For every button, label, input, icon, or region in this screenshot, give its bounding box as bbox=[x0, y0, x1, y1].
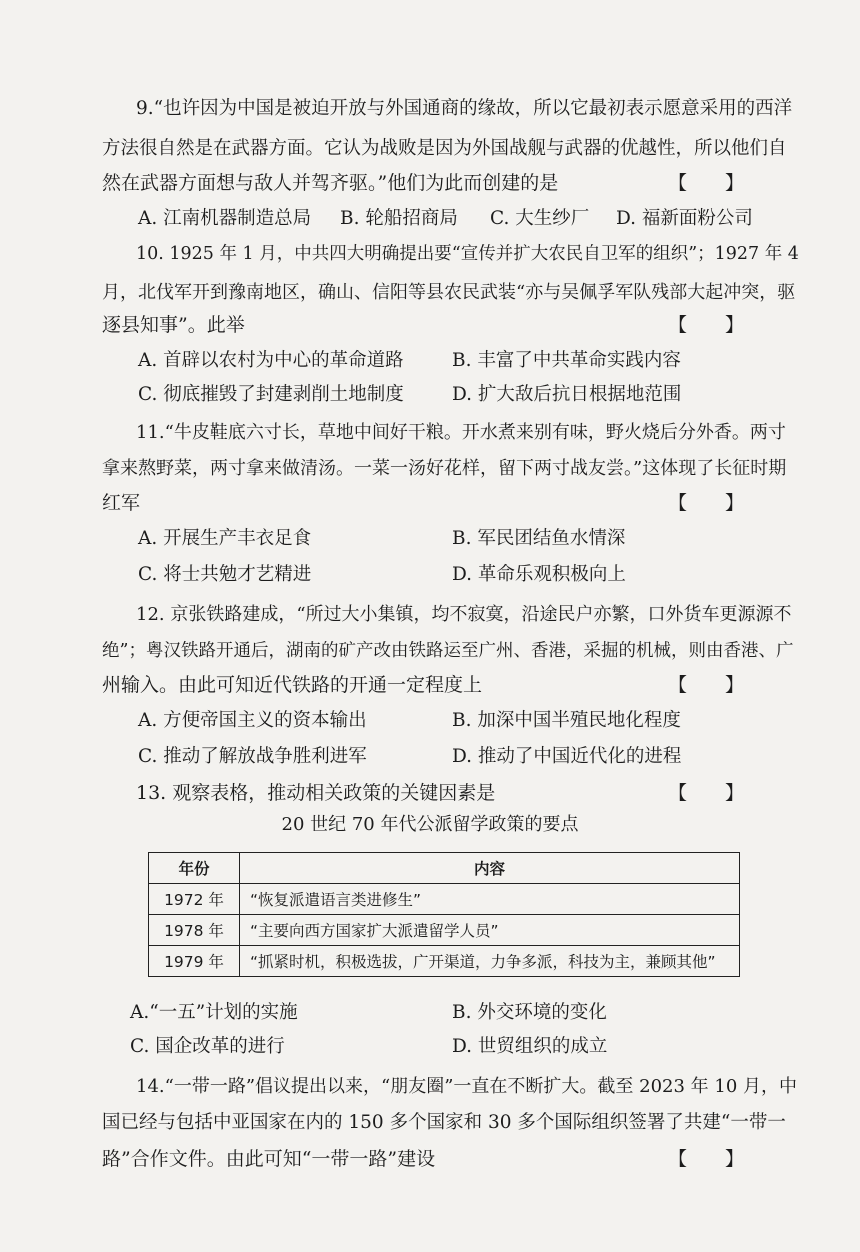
q10-line-3: 逐县知事”。此举 bbox=[102, 314, 245, 336]
q11-option-a[interactable]: A. 开展生产丰衣足食 bbox=[138, 528, 312, 549]
bleed-through-text bbox=[100, 196, 115, 217]
header-content: 内容 bbox=[240, 853, 740, 884]
table-cell-year: 1972 年 bbox=[149, 884, 240, 915]
table-row bbox=[149, 915, 740, 946]
table-caption: 20 世纪 70 年代公派留学政策的要点 bbox=[281, 814, 579, 835]
q10-option-a[interactable]: A. 首辟以农村为中心的革命道路 bbox=[138, 350, 404, 371]
q11-answer-bracket[interactable]: 【 】 bbox=[668, 492, 745, 514]
q12-line-2: 绝”；粤汉铁路开通后，湖南的矿产改由铁路运至广州、香港，采掘的机械，则由香港、广 bbox=[102, 641, 794, 661]
q9-option-b[interactable]: B. 轮船招商局 bbox=[340, 208, 458, 229]
q14-line-3: 路”合作文件。由此可知“一带一路”建设 bbox=[102, 1148, 436, 1170]
q11-option-b[interactable]: B. 军民团结鱼水情深 bbox=[452, 528, 626, 549]
q10-line-1: 10. 1925 年 1 月，中共四大明确提出要“宣传并扩大农民自卫军的组织”；1927 年 4 bbox=[136, 244, 799, 264]
q11-option-c[interactable]: C. 将士共勉才艺精进 bbox=[138, 564, 312, 585]
q10-option-c[interactable]: C. 彻底摧毁了封建剥削土地制度 bbox=[138, 384, 404, 405]
q13-option-d[interactable]: D. 世贸组织的成立 bbox=[452, 1036, 608, 1057]
q13-answer-bracket[interactable]: 【 】 bbox=[668, 782, 745, 804]
q14-answer-bracket[interactable]: 【 】 bbox=[668, 1148, 745, 1170]
q12-option-a[interactable]: A. 方便帝国主义的资本输出 bbox=[138, 710, 367, 731]
table-row bbox=[149, 946, 740, 977]
q9-option-a[interactable]: A. 江南机器制造总局 bbox=[138, 208, 312, 229]
table-cell-content: “恢复派遣语言类进修生” bbox=[240, 884, 740, 915]
q9-answer-bracket[interactable]: 【 】 bbox=[668, 172, 745, 194]
q10-option-d[interactable]: D. 扩大敌后抗日根据地范围 bbox=[452, 384, 682, 405]
header-year: 年份 bbox=[149, 853, 240, 884]
q10-answer-bracket[interactable]: 【 】 bbox=[668, 314, 745, 336]
table-cell-year: 1979 年 bbox=[149, 946, 240, 977]
q13-option-a[interactable]: A.“一五”计划的实施 bbox=[130, 1002, 298, 1023]
q11-line-1: 11.“牛皮鞋底六寸长，草地中间好干粮。开水煮来别有味，野火烧后分外香。两寸 bbox=[136, 422, 786, 443]
q9-line-3: 然在武器方面想与敌人并驾齐驱。”他们为此而创建的是 bbox=[102, 172, 559, 194]
q12-option-b[interactable]: B. 加深中国半殖民地化程度 bbox=[452, 710, 681, 731]
table-cell-content: “抓紧时机，积极选拔，广开渠道，力争多派，科技为主，兼顾其他” bbox=[240, 946, 740, 977]
q13-option-c[interactable]: C. 国企改革的进行 bbox=[130, 1036, 285, 1057]
q11-option-d[interactable]: D. 革命乐观积极向上 bbox=[452, 564, 626, 585]
q12-line-1: 12. 京张铁路建成，“所过大小集镇，均不寂寞，沿途民户亦繁，口外货车更源源不 bbox=[136, 604, 792, 625]
table-cell-content: “主要向西方国家扩大派遣留学人员” bbox=[240, 915, 740, 946]
q10-line-2: 月，北伐军开到豫南地区，确山、信阳等县农民武装“亦与吴佩孚军队残部大起冲突，驱 bbox=[102, 282, 796, 303]
q9-option-c[interactable]: C. 大生纱厂 bbox=[490, 208, 590, 229]
q12-option-c[interactable]: C. 推动了解放战争胜利进军 bbox=[138, 746, 367, 767]
q9-line-2: 方法很自然是在武器方面。它认为战败是因为外国战舰与武器的优越性，所以他们自 bbox=[102, 138, 787, 159]
table-row bbox=[149, 884, 740, 915]
table-cell-year: 1978 年 bbox=[149, 915, 240, 946]
q13-option-b[interactable]: B. 外交环境的变化 bbox=[452, 1002, 607, 1023]
q9-line-1: 9.“也许因为中国是被迫开放与外国通商的缘故，所以它最初表示愿意采用的西洋 bbox=[136, 98, 793, 119]
q12-line-3: 州输入。由此可知近代铁路的开通一定程度上 bbox=[102, 674, 483, 696]
q13-line-1: 13. 观察表格，推动相关政策的关键因素是 bbox=[136, 782, 496, 804]
q14-line-1: 14.“一带一路”倡议提出以来，“朋友圈”一直在不断扩大。截至 2023 年 10 月，中 bbox=[136, 1076, 798, 1097]
policy-table bbox=[148, 852, 740, 977]
q12-answer-bracket[interactable]: 【 】 bbox=[668, 674, 745, 696]
q11-line-2: 拿来熬野菜，两寸拿来做清汤。一菜一汤好花样，留下两寸战友尝。”这体现了长征时期 bbox=[102, 458, 787, 479]
q11-line-3: 红军 bbox=[102, 492, 141, 514]
q14-line-2: 国已经与包括中亚国家在内的 150 多个国家和 30 多个国际组织签署了共建“一带一 bbox=[102, 1112, 786, 1133]
table-header-row bbox=[149, 853, 740, 884]
q9-option-d[interactable]: D. 福新面粉公司 bbox=[616, 208, 753, 229]
q12-option-d[interactable]: D. 推动了中国近代化的进程 bbox=[452, 746, 682, 767]
q10-option-b[interactable]: B. 丰富了中共革命实践内容 bbox=[452, 350, 681, 371]
